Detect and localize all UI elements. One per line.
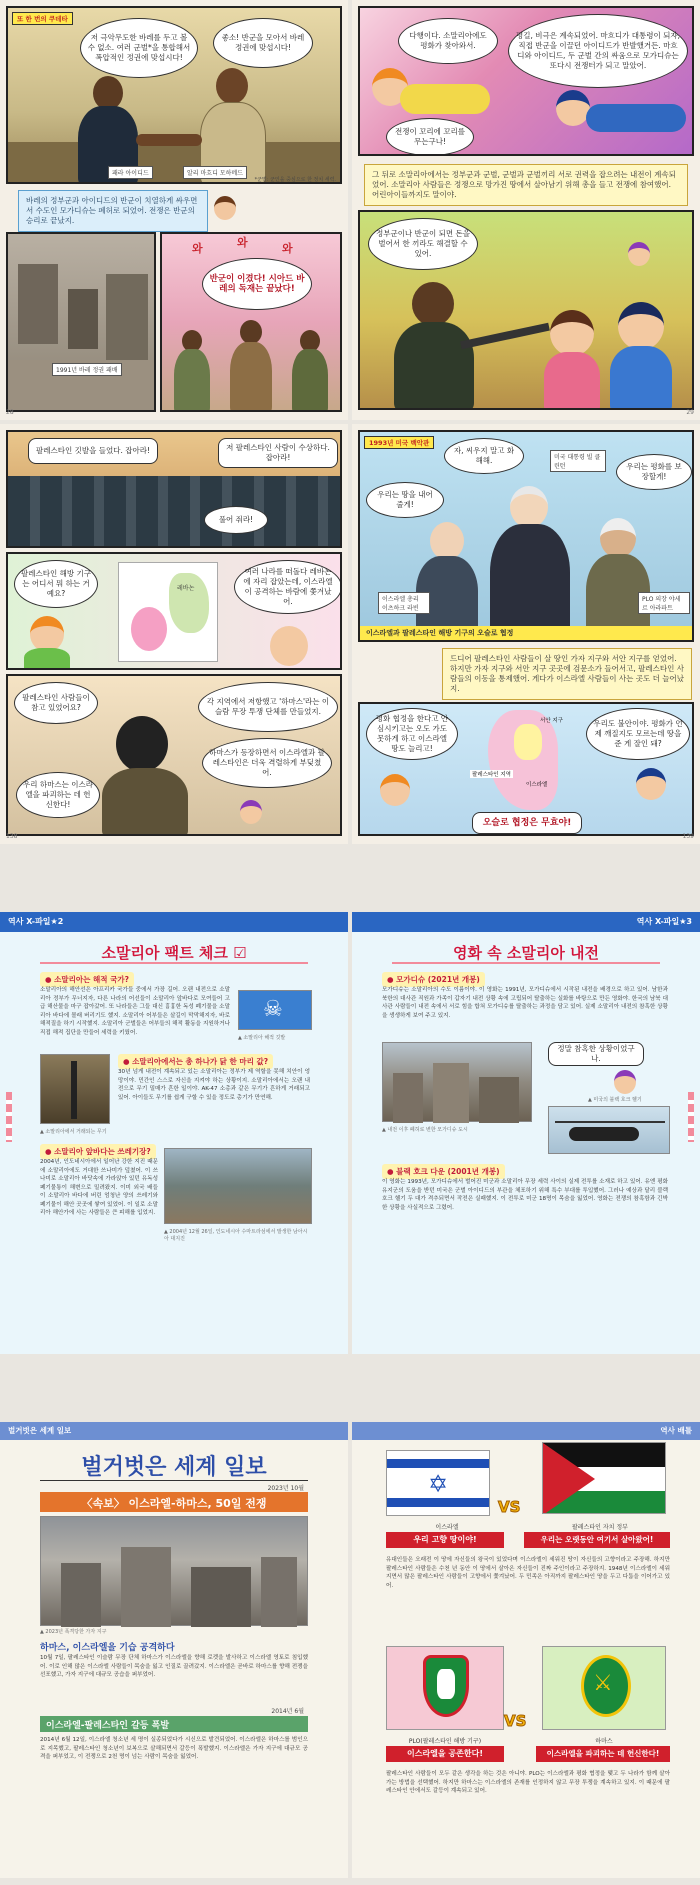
arafat-head [600,518,636,558]
page-number: 28 [6,409,14,416]
child-soldier-body [394,322,474,410]
clinton-body [490,524,570,642]
battle-text-2: 팔레스타인 사람들이 모두 같은 생각을 하는 것은 아니야. PLO는 이스라엘과 평화 협정을 맺고 두 나라가 함께 살아가는 방법을 선택했어. 하지만 하마스는 이스라엘의 존재를 인정하지 않고 무장 투쟁을 계속하고 있지. 이 때문에 팔레스타인 안에서도 갈등이 계속되고 있어. [386,1771,670,1794]
comic-page-139 [352,424,700,844]
bubble-flag: 팔레스타인 깃발을 들었다. 잡아라! [28,438,158,464]
pirate-flag-caption: ▲ 소말리아 해적 깃발 [238,1035,286,1041]
kid-1-head [550,310,594,356]
girl-body [400,84,490,114]
section-waste-text: 2004년, 인도네시아에서 일어난 강한 지진 때문에 소말리아에도 거대한 쓰나미가 덮쳤어. 이 쓰나미로 소말리아 바닷속에 가라앉아 있던 유독성 폐기물통이 해변으로 밀려왔지. 이미 외국 배들이 소말리아 바다에 버린 엄청난 양의 쓰레기와 폐기물이 해안 곳곳에 쌓여 있었어. 이 일로 소말리아 해안가에 사는 사람들은 큰 피해를 입었지. [40,1159,158,1216]
crossed-swords-icon: ⚔ [593,1671,613,1696]
caption-civil-war: 바레의 정부군과 아이디드의 반군이 치열하게 싸우면서 수도인 모가디슈는 폐허로 되었어. 전쟁은 반군의 승리로 끝났지. [18,190,208,232]
bubble-resist: 각 지역에서 저항했고 '하마스'라는 이슬람 무장 투쟁 단체를 만들었지. [198,682,338,732]
israel-flag [386,1450,490,1516]
masthead: 벌거벗은 세계 일보 [81,1455,267,1480]
kid-2-head [618,302,664,350]
girl-head [380,774,410,806]
subhead-2: 이스라엘-팔레스타인 갈등 폭발 [40,1716,308,1732]
boy-head [636,768,666,800]
panel-arrests [6,430,342,548]
xfile-title-text: 소말리아 팩트 체크 [101,944,228,962]
soldier-body-1 [174,349,210,412]
boy-body [586,104,686,132]
photo-label: 1991년 바레 정권 패배 [52,363,122,376]
caption-child-soldiers: 그 뒤로 소말리아에서는 정부군과 군벌, 군벌과 군벌끼리 서로 권력을 잡으려는 내전이 계속되었어. 소말리아 사람들은 정쟁으로 망가진 땅에서 살아남기 위해 총을 들고 전쟁에 참여했어. 어린아이들까지도 말이야. [364,164,688,206]
map-emblem-icon [437,1669,455,1699]
bubble-money: 정부군이나 반군이 되면 돈을 벌어서 한 끼라도 해결할 수 있어. [368,218,478,270]
comic-page-29 [352,0,700,420]
battle-bar: 역사 배틀 [352,1422,700,1440]
page-number: 139 [682,833,694,840]
child-soldier-head [412,282,454,326]
panel-map [358,702,694,836]
article-2: 2014년 6월 12일, 이스라엘 청소년 세 명이 실종되었다가 시신으로 발견되었어. 이스라엘은 하마스를 범인으로 지목했고, 팔레스타인 청소년이 보복으로 살해되면서 갈등이 폭발했지. 이스라엘은 가자 지구에 대규모 공격을 퍼부었고, 이 전쟁으로 2천 명이 넘는 사람이 목숨을 잃었어. [40,1737,308,1760]
skull-icon: ☠ [263,997,283,1022]
xfile-title: 영화 속 소말리아 내전 [452,944,600,962]
narrator-head [270,626,308,666]
ruins-photo [382,1042,532,1122]
pirate-flag-photo [238,990,312,1030]
hamas-emblem [542,1646,666,1730]
panel-child-soldiers [358,210,694,410]
middle-east-map [118,562,218,662]
xfile-bar: 역사 X-파일★2 [0,912,348,932]
news-bar: 벌거벗은 세계 일보 [0,1422,348,1440]
left-team-1: 이스라엘 [435,1524,459,1531]
title-underline [392,962,660,964]
panel-ruins [6,232,156,412]
page-number: 138 [6,833,18,840]
narrator-boy [214,196,236,220]
right-team-1: 팔레스타인 자치 정부 [572,1524,628,1531]
side-tabs [6,1092,12,1142]
star-of-david-icon: ✡ [427,1470,449,1498]
right-claim-1: 우리는 오랫동안 여기서 살아왔어! [524,1532,670,1548]
xfile-bar: 역사 X-파일★3 [352,912,700,932]
panel-flying [358,6,694,156]
wa-1: 와 [192,242,203,255]
label-arafat: PLO 의장 야세르 아라파트 [638,592,690,614]
bubble-void: 오슬로 협정은 무효야! [472,812,582,834]
bubble-aidid: 저 극악무도한 바레를 두고 볼 수 없소. 여러 군벌*을 통합해서 폭압적인 정권에 맞섭시다! [80,18,198,78]
comic-page-138 [0,424,348,844]
newspaper-page [0,1422,348,1878]
panel-tag: 1993년 미국 백악관 [364,436,434,449]
page-number: 29 [686,409,694,416]
right-team-2: 하마스 [595,1738,613,1745]
map-palestine: 팔레스타인 지역 [472,772,511,778]
article-1: 10월 7일, 팔레스타인 이슬람 무장 단체 하마스가 이스라엘을 향해 로켓을 발사하고 이스라엘 영토로 침입했어. 이로 인해 많은 이스라엘 사람들이 목숨을 잃고 인질로 끌려갔지. 이스라엘은 곧바로 하마스를 향해 전쟁을 선포했고, 가자 지구에 대규모 공습을 퍼부었어. [40,1655,308,1678]
vs-badge-2: VS [504,1712,527,1730]
label-rabin: 이스라엘 총리 이츠하크 라빈 [378,592,430,614]
wa-3: 와 [282,242,293,255]
bubble-uneasy: 우리도 불안이야. 평화가 언제 깨질지도 모르는데 땅을 준 게 잘인 돼? [586,708,690,760]
left-claim-2: 이스라엘을 공존한다! [386,1746,504,1762]
section-blackhawk-text: 이 영화는 1993년, 모가디슈에서 벌어진 미군과 소말리아 무장 세력 사이의 실제 전투를 소재로 하고 있어. 유엔 평화 유지군의 도움을 받던 미국은 군벌 아이디드의 부관을 체포하기 위해 특수 부대를 투입했어. 그러나 예상과 달리 블랙 호크 헬기 두 대가 격추되면서 작전은 실패했지. 이 전투로 미군 18명이 목숨을 잃었어. 영화는 전쟁의 참혹함과 긴박한 상황을 사실적으로 그렸어. [382,1179,668,1211]
map-israel: 이스라엘 [526,782,548,788]
masked-fighter-body [102,768,188,836]
bubble-release: 풀어 줘라! [204,506,268,534]
helicopter-caption: ▲ 미국의 블랙 호크 헬기 [588,1097,642,1103]
bubble-patience: 팔레스타인 사람들이 참고 있었어요? [14,682,98,724]
plo-emblem [386,1646,504,1730]
battle-page [352,1422,700,1878]
bubble-suspicious: 저 팔레스타인 사람이 수상하다. 잡아라! [218,438,338,468]
gaza-photo [40,1516,308,1626]
bubble-peace: 우리는 평화를 보장할게! [616,454,692,490]
section-weapons-title: ● 소말리아에서는 총 하나가 닭 한 마리 값? [118,1054,273,1069]
fairy-head [240,800,262,824]
bubble-hamas-vow: 우리 하마스는 이스라엘을 파괴하는 데 헌신한다! [16,772,100,818]
bubble-horrific: 정말 참혹한 상황이었구나. [548,1042,644,1066]
soldier-body-3 [292,349,328,412]
kid-2-body [610,346,672,410]
section-pirates-text: 소말리아의 해안선은 아프리카 국가들 중에서 가장 길어. 오랜 내전으로 소말리아 정부가 무너지자, 다른 나라의 어선들이 소말리아 앞바다로 모여들어 고급 해산물을 마구 잡아갔어. 또 나라들은 그들 대신 흉흉한 독성 폐기물을 소말리아 바다에 몰래 버리기도 했지. 소말리아 어부들은 살길이 막막해지자, 바로 해적질을 하기 시작했지. 소말리아 군벌들은 어부들의 해적 활동을 지원하거나 직접 해적 집단을 만들어 세력을 키웠어. [40,987,230,1036]
panel-oslo [358,430,694,642]
girl-head [30,616,64,652]
ruins-caption: ▲ 내전 이후 폐허로 변한 모가디슈 도시 [382,1127,468,1133]
section-waste-title: ● 소말리아 앞바다는 쓰레기장? [40,1144,156,1159]
helicopter-photo [548,1106,670,1154]
section-blackhawk-title: ● 블랙 호크 다운 (2001년 개봉) [382,1164,505,1179]
soldier-head-2 [240,320,262,344]
tsunami-caption: ▲ 2004년 12월 26일, 인도네시아 수마트라섬에서 발생한 남아시아 대지진 [164,1229,308,1242]
bubble-plo-question: 팔레스타인 해방 기구는 어디서 뭐 하는 거예요? [14,560,98,608]
handshake [136,134,202,146]
kid-1-body [544,352,600,410]
section-weapons-text: 30년 넘게 내전이 계속되고 있는 소말리아는 정부가 제 역할을 못해 치안이 엉망이야. 민간인 스스로 자신을 지켜야 하는 상황이지. 소말리아에서는 오랜 내전으로 무기 밀매가 흔한 일이야. AK-47 소총과 같은 무기가 흔하게 거래되고 있어. 아이들도 무기를 쉽게 구할 수 있을 정도로 총기가 만연해. [118,1069,310,1101]
left-team-2: PLO(팔레스타인 해방 기구) [408,1738,482,1745]
xfile-3-page [352,912,700,1354]
bubble-endless: 전쟁이 꼬리에 꼬리를 무는구나! [386,118,474,156]
section-mogadishu-title: ● 모가디슈 (2021년 개봉) [382,972,485,987]
section-mogadishu-text: 모가디슈는 소말리아의 수도 이름이야. 이 영화는 1991년, 모가디슈에서 시작된 내전을 배경으로 하고 있어. 남한과 북한의 대사관 직원과 가족이 갑자기 내전 상황 속에 고립되어 탈출하는 실화를 바탕으로 만든 영화야. 한국의 남북 대사관 사람들이 내전 속에서 서로 힘을 합쳐 모가디슈를 탈출하는 과정을 담고 있어. 실제 소말리아 내전의 참혹한 상황을 생생하게 보여 주고 있지. [382,987,668,1019]
aidid-head [93,76,123,110]
panel-plo [6,552,342,670]
check-icon: ☑ [233,944,247,962]
fairy-head [628,242,650,266]
vs-badge-1: VS [498,1498,521,1516]
map-west-bank: 서안 지구 [540,718,564,724]
bubble-relief: 다행이다. 소말리아에도 평화가 찾아와서. [398,18,498,64]
bubble-tragedy: 평길, 비극은 계속되었어. 마흐디가 대통령이 되자, 직접 반군을 이끌던 아이디드가 반발했거든. 마흐디와 아이디드, 두 군벌 간의 싸움으로 모가디슈는 또다시 전쟁터가 되고 말았어. [508,14,688,88]
caption-checkpoints: 드디어 팔레스타인 사람들이 살 땅인 가자 지구와 서안 지구를 얻었어. 하지만 가자 지구와 서안 지구 곳곳에 검문소가 들어서고, 팔레스타인 사람들의 이동을 통제했어. 게다가 이스라엘 사람들이 사는 곳도 더 늘어났지. [442,648,692,700]
oslo-caption-bar: 이스라엘과 팔레스타인 해방 기구의 오슬로 협정 [360,626,692,640]
side-tabs [688,1092,694,1142]
rabin-head [430,522,464,560]
section-pirates-title: ● 소말리아는 해적 국가? [40,972,134,987]
masked-fighter-head [116,716,168,772]
subhead-1: 하마스, 이스라엘을 기습 공격하다 [40,1643,175,1653]
bubble-clash: 하마스가 등장하면서 이스라엘과 팔레스타인은 더욱 격렬하게 부딪쳤어. [202,738,332,788]
tsunami-photo [164,1148,312,1224]
weapons-photo [40,1054,110,1124]
comic-page-28 [0,0,348,420]
masthead-rule [40,1480,308,1481]
wa-2: 와 [237,236,248,249]
footnote: *군벌: 군인을 중심으로 한 정치 세력. [254,177,336,183]
bubble-victory: 반군이 이겼다! 시아드 바레의 독재는 끝났다! [202,258,312,310]
date-1: 2023년 10월 [267,1485,304,1492]
right-claim-2: 이스라엘을 파괴하는 데 헌신한다! [536,1746,670,1762]
panel-victory [160,232,342,412]
bubble-reconcile: 자, 씨우지 말고 화해해. [444,438,524,474]
girl-body [24,648,70,670]
xfile-2-page [0,912,348,1354]
date-2: 2014년 6월 [271,1708,304,1715]
gaza-caption: ▲ 2023년 폭격당한 가자 지구 [40,1629,107,1635]
label-clinton: 미국 대통령 빌 클린턴 [550,450,606,472]
battle-text-1: 유대인들은 오래전 이 땅에 자신들의 왕국이 있었다며 이스라엘이 세워진 땅이 자신들의 고향이라고 주장해. 하지만 팔레스타인 사람들은 수천 년 동안 이 땅에서 살아온 자신들이 진짜 주인이라고 주장하지. 1948년 이스라엘이 세워지면서 많은 팔레스타인 사람들이 고향에서 쫓겨났어. 두 민족은 아직까지 팔레스타인 땅을 두고 다툼을 이어가고 있어. [386,1557,670,1589]
bubble-lebanon: 여러 나라를 떠돌다 레바논에 자리 잡았는데, 이스라엘이 공격하는 바람에 쫓겨났어. [234,560,342,614]
rifle [460,323,550,350]
bubble-mahdi: 좋소! 반군을 모아서 바레 정권에 맞섭시다! [213,18,313,68]
boy-head [556,90,590,126]
panel-tag: 또 한 번의 쿠데타 [12,12,73,25]
oslo-map [470,710,580,810]
palestine-flag [542,1442,666,1514]
name-mahdi: 알리 마흐디 모하메드 [183,166,247,179]
left-claim-1: 우리 고향 땅이야! [386,1532,504,1548]
headline: 〈속보〉 이스라엘-하마스, 50일 전쟁 [40,1492,308,1512]
title-underline [40,962,308,964]
mahdi-head [216,68,248,104]
clinton-head [510,486,548,528]
fairy-head [614,1070,636,1094]
panel-handshake [6,6,342,184]
soldier-body-2 [230,342,272,412]
name-aidid: 패라 아이디드 [108,166,153,179]
xfile-title [0,942,348,963]
bubble-give-land: 우리는 땅을 내어 줄게! [366,482,444,518]
panel-hamas [6,674,342,836]
bubble-betrayal: 평화 협정을 한다고 안심시키고는 오도 가도 못하게 하고 이스라엘 땅도 늘리고! [366,708,458,760]
weapons-caption: ▲ 소말리아에서 거래되는 무기 [40,1129,107,1135]
map-label-lebanon: 레바논 [177,585,195,592]
